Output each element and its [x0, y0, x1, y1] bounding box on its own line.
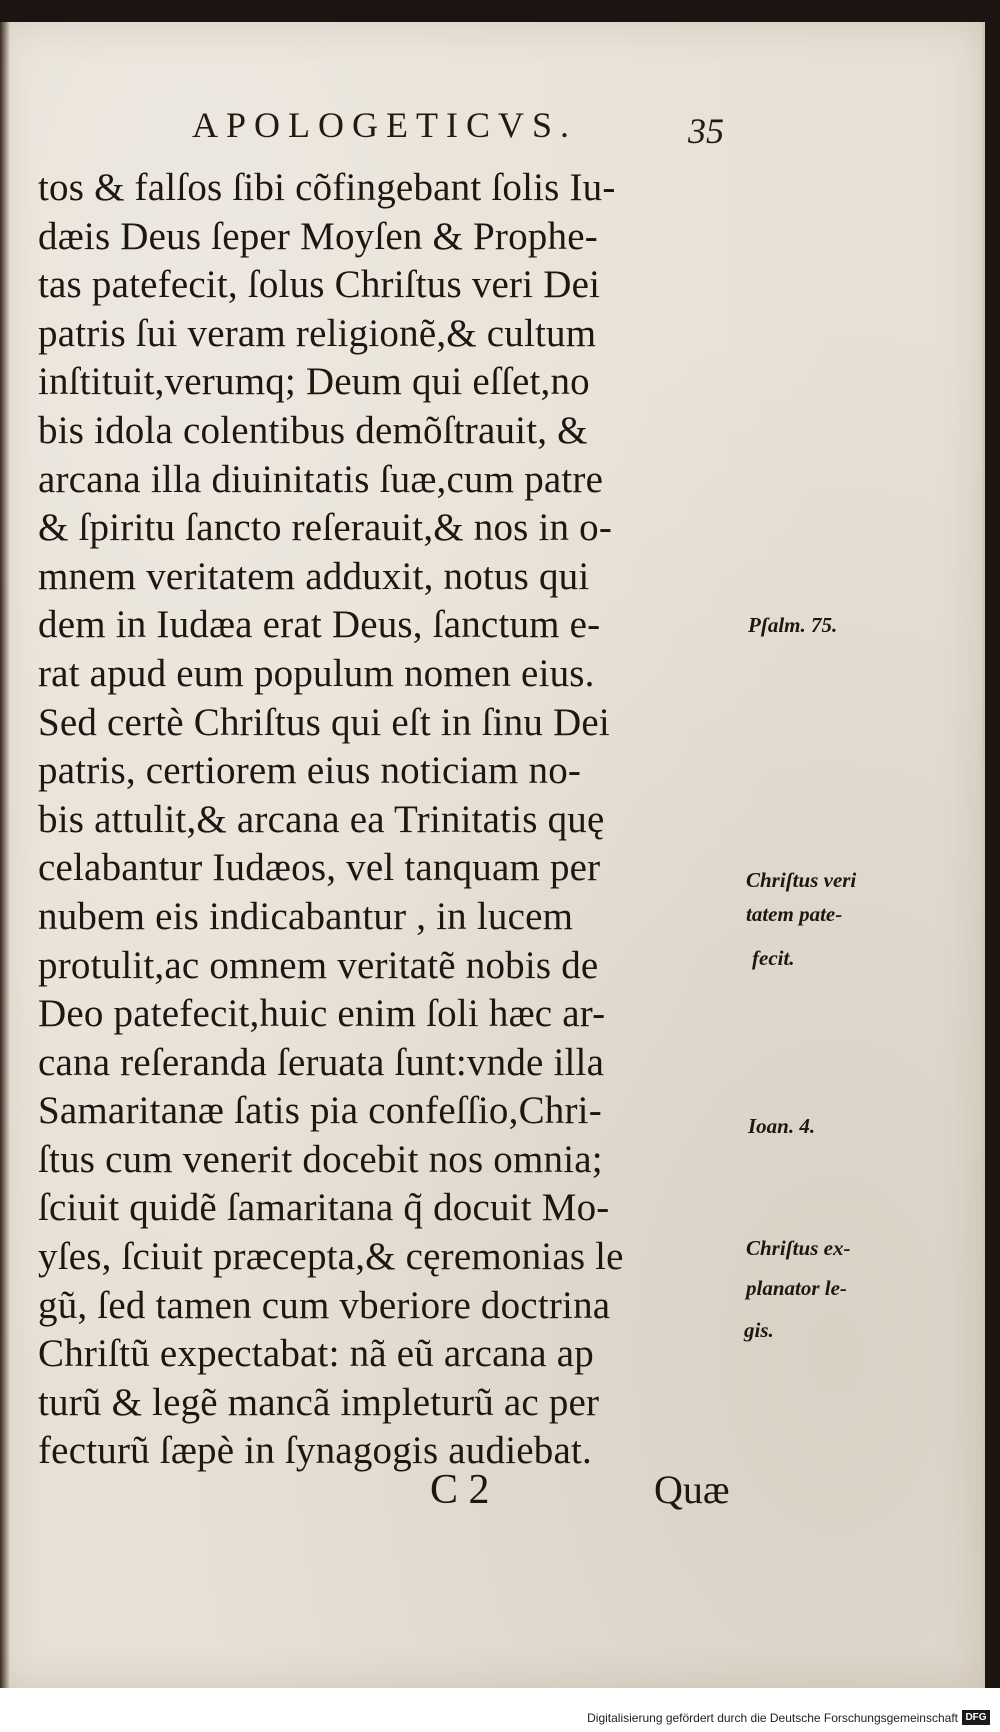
running-head: APOLOGETICVS.: [192, 105, 578, 145]
text-line: Samaritanæ ſatis pia confeſſio,Chri-: [38, 1089, 602, 1133]
scan-footer-band: [0, 1688, 1000, 1732]
text-line: dem in Iudæa erat Deus, ſanctum e-: [38, 603, 601, 647]
page-footer: [0, 1466, 1000, 1522]
page-header: [0, 94, 1000, 154]
text-line: tas patefecit, ſolus Chriſtus veri Dei: [38, 263, 601, 307]
margin-note-christus-3: fecit.: [752, 946, 795, 970]
text-line: protulit,ac omnem veritatẽ nobis de: [38, 943, 599, 987]
text-line: celabantur Iudæos, vel tanquam per: [38, 846, 601, 890]
text-line: mnem veritatem adduxit, notus qui: [38, 554, 590, 598]
margin-note-christus-2: tatem pate-: [746, 902, 843, 926]
catchword: Quæ: [654, 1467, 730, 1512]
text-line: cana reſeranda ſeruata ſunt:vnde illa: [38, 1040, 605, 1084]
page-number: 35: [688, 111, 724, 151]
margin-note-psalm: Pſalm. 75.: [748, 613, 838, 637]
text-line: patris, certiorem eius noticiam no-: [38, 749, 582, 793]
margin-note-christus-1: Chriſtus veri: [746, 868, 857, 892]
dfg-logo-icon: DFG: [962, 1710, 990, 1725]
text-line: dæis Deus ſeper Moyſen & Prophe-: [38, 214, 598, 258]
text-line: turũ & legẽ mancã impleturũ ac per: [38, 1380, 600, 1424]
text-line: Deo patefecit,huic enim ſoli hæc ar-: [38, 992, 606, 1036]
text-line: & ſpiritu ſancto reſerauit,& nos in o-: [38, 506, 613, 550]
text-line: Chriſtũ expectabat: nã eũ arcana ap: [38, 1332, 594, 1376]
text-line: bis idola colentibus demõſtrauit, &: [38, 408, 588, 452]
text-line: Sed certè Chriſtus qui eſt in ſinu Dei: [38, 700, 610, 744]
margin-note-explanator-3: gis.: [744, 1318, 774, 1342]
text-line: ſciuit quidẽ ſamaritana q̃ docuit Mo-: [38, 1186, 610, 1230]
funding-credit: Digitalisierung gefördert durch die Deutsche Forschungsgemeinschaft: [587, 1711, 958, 1725]
text-line: yſes, ſciuit præcepta,& cęremonias le: [38, 1235, 624, 1279]
margin-note-ioan: Ioan. 4.: [748, 1114, 816, 1138]
text-line: rat apud eum populum nomen eius.: [38, 651, 595, 695]
text-line: tos & falſos ſibi cõfingebant ſolis Iu-: [38, 166, 616, 209]
signature-mark: C 2: [430, 1467, 490, 1513]
text-line: gũ, ſed tamen cum vberiore doctrina: [38, 1283, 611, 1327]
text-line: patris ſui veram religionẽ,& cultum: [38, 311, 597, 355]
text-line: inſtituit,verumq; Deum qui eſſet,no: [38, 360, 590, 404]
margin-note-explanator-2: planator le-: [746, 1276, 847, 1300]
page-gutter-shadow: [0, 22, 10, 1688]
body-text: [38, 164, 738, 1476]
text-line: fecturũ ſæpè in ſynagogis audiebat.: [38, 1429, 592, 1473]
text-line: nubem eis indicabantur , in lucem: [38, 894, 574, 938]
text-line: arcana illa diuinitatis ſuæ,cum patre: [38, 457, 604, 501]
text-line: ſtus cum venerit docebit nos omnia;: [38, 1137, 603, 1181]
text-line: bis attulit,& arcana ea Trinitatis quę: [38, 797, 605, 841]
margin-note-explanator-1: Chriſtus ex-: [746, 1236, 851, 1260]
